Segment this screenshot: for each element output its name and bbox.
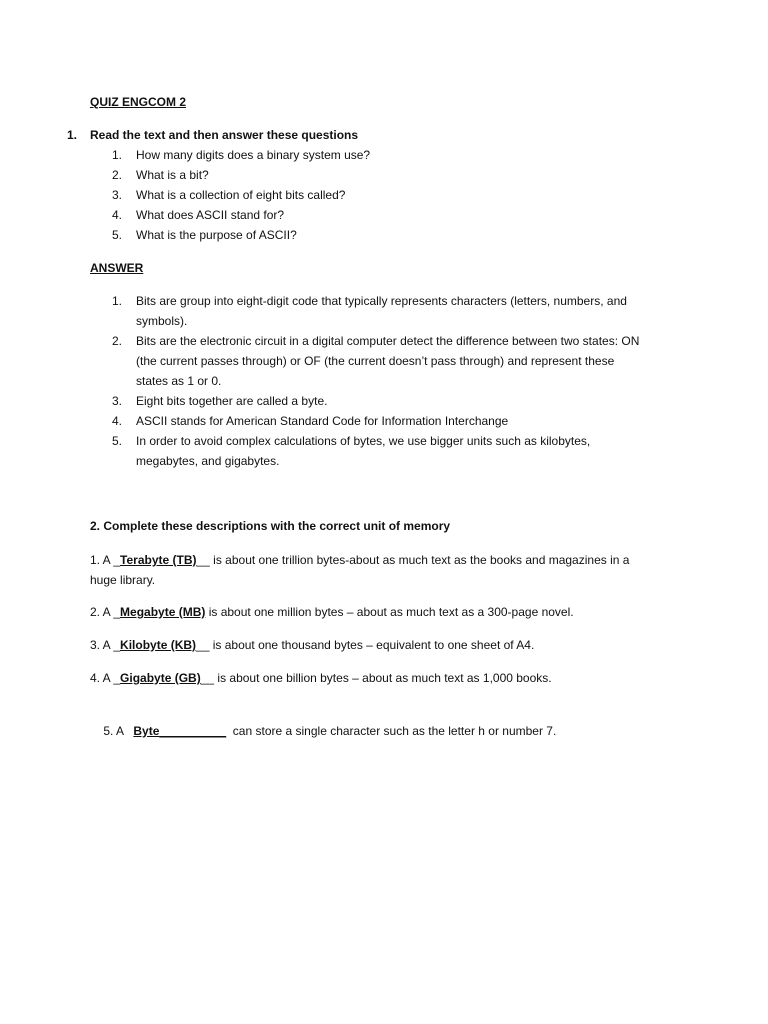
answer-line: megabytes, and gigabytes. <box>136 454 280 468</box>
fill-blank: __ <box>200 671 215 685</box>
question-number: 3. <box>112 188 123 202</box>
fill-rest: is about one trillion bytes-about as much text as the books and magazines in a <box>209 553 630 567</box>
question-number: 1. <box>112 148 123 162</box>
fill-prefix: 4. A _ <box>90 671 121 685</box>
answer-number: 3. <box>112 394 123 408</box>
page-title: QUIZ ENGCOM 2 <box>90 95 187 109</box>
answer-line: Bits are the electronic circuit in a digital computer detect the difference between two states: ON <box>136 334 640 348</box>
question-text: What does ASCII stand for? <box>136 208 285 222</box>
question-text: What is a bit? <box>136 168 209 182</box>
answer-line: symbols). <box>136 314 188 328</box>
answer-number: 1. <box>112 294 123 308</box>
fill-answer: Gigabyte (GB) <box>120 671 201 685</box>
question-text: How many digits does a binary system use? <box>136 148 371 162</box>
fill-continuation: huge library. <box>90 573 156 587</box>
question-text: What is a collection of eight bits called? <box>136 188 346 202</box>
answer-line: Eight bits together are called a byte. <box>136 394 328 408</box>
question-number: 4. <box>112 208 123 222</box>
answer-line: Bits are group into eight-digit code that typically represents characters (letters, numbers, and <box>136 294 627 308</box>
answer-line: (the current passes through) or OF (the current doesn’t pass through) and represent these <box>136 354 615 368</box>
section1-heading: Read the text and then answer these questions <box>90 128 359 142</box>
fill-prefix: 3. A _ <box>90 638 121 652</box>
fill-blank: __ <box>196 553 210 567</box>
fill-item <box>90 635 534 655</box>
fill-answer: Kilobyte (KB) <box>120 638 197 652</box>
fill-prefix: 5. A <box>103 724 134 738</box>
answer-line: states as 1 or 0. <box>136 374 222 388</box>
question-number: 5. <box>112 228 123 242</box>
fill-item <box>90 550 629 570</box>
fill-item <box>90 668 552 688</box>
fill-rest: can store a single character such as the letter h or number 7. <box>226 724 557 738</box>
fill-blank: __________ <box>159 724 227 738</box>
question-text: What is the purpose of ASCII? <box>136 228 297 242</box>
answer-line: ASCII stands for American Standard Code for Information Interchange <box>136 414 509 428</box>
fill-answer: Terabyte (TB) <box>120 553 197 567</box>
fill-item <box>90 602 574 622</box>
fill-prefix: 2. A _ <box>90 605 121 619</box>
answer-number: 4. <box>112 414 123 428</box>
answer-number: 5. <box>112 434 123 448</box>
fill-prefix: 1. A _ <box>90 553 121 567</box>
fill-answer: Megabyte (MB) <box>120 605 206 619</box>
answer-number: 2. <box>112 334 123 348</box>
section1-number: 1. <box>67 128 78 142</box>
question-number: 2. <box>112 168 123 182</box>
fill-answer: Byte <box>133 724 160 738</box>
fill-rest: is about one million bytes – about as much text as a 300-page novel. <box>205 605 574 619</box>
answer-heading: ANSWER <box>90 261 144 275</box>
fill-rest: is about one billion bytes – about as much text as 1,000 books. <box>214 671 552 685</box>
answer-line: In order to avoid complex calculations of bytes, we use bigger units such as kilobytes, <box>136 434 591 448</box>
section2-heading: 2. Complete these descriptions with the correct unit of memory <box>90 519 451 533</box>
fill-rest: is about one thousand bytes – equivalent to one sheet of A4. <box>209 638 535 652</box>
fill-item <box>90 701 556 761</box>
fill-blank: __ <box>196 638 210 652</box>
